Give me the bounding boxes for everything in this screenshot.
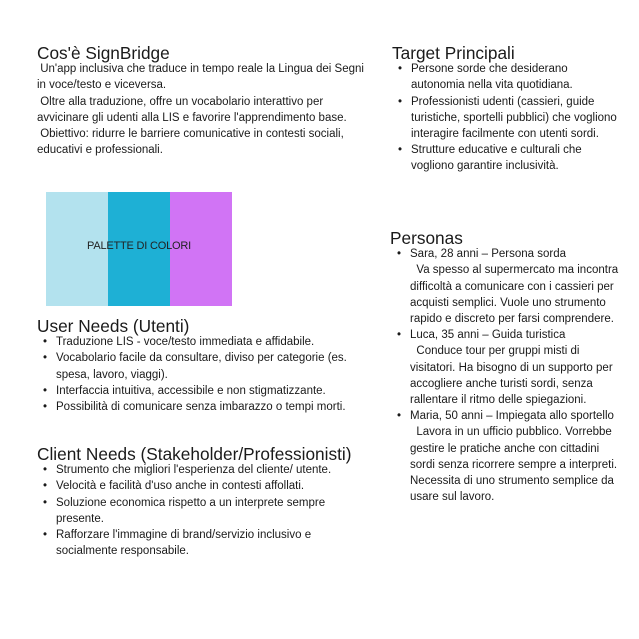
target-title: Target Principali: [392, 43, 515, 63]
color-palette: [46, 192, 232, 306]
persona-item: [396, 408, 621, 505]
bullet-icon: •: [42, 336, 48, 349]
list-item: [42, 478, 357, 494]
client-needs-title: Client Needs (Stakeholder/Professionisti): [37, 444, 352, 464]
list-item: [42, 495, 357, 527]
user-needs-section: [37, 318, 367, 415]
bullet-icon: •: [396, 248, 402, 261]
persona-item: [396, 327, 620, 408]
list-item-text: Possibilità di comunicare senza imbarazzo o tempi morti.: [56, 401, 346, 414]
bullet-icon: •: [42, 529, 48, 542]
intro-paragraph: Oltre alla traduzione, offre un vocabolario interattivo per avvicinare gli udenti alla LIS e favorire l'apprendimento base.: [37, 95, 347, 124]
bullet-icon: •: [42, 496, 48, 509]
target-list: [397, 61, 621, 174]
list-item-text: Velocità e facilità d'uso anche in contesti affollati.: [56, 480, 305, 493]
list-item-text: Professionisti udenti (cassieri, guide turistiche, sportelli pubblici) che vogliono interagire facilmente con utenti sordi.: [411, 95, 621, 141]
bullet-icon: •: [42, 480, 48, 493]
list-item: [42, 350, 367, 382]
personas-list: [396, 246, 622, 505]
list-item-text: Strutture educative e culturali che vogliono garantire inclusività.: [411, 144, 585, 173]
bullet-icon: •: [396, 329, 402, 342]
list-item-text: Traduzione LIS - voce/testo immediata e affidabile.: [56, 336, 315, 349]
list-item: [397, 94, 621, 143]
intro-section: [37, 45, 367, 158]
list-item: [42, 462, 357, 478]
palette-label: PALETTE DI COLORI: [87, 240, 191, 252]
list-item-text: Rafforzare l'immagine di brand/servizio inclusivo e socialmente responsabile.: [56, 529, 315, 558]
personas-title: Personas: [390, 228, 463, 248]
persona-description: Lavora in un ufficio pubblico. Vorrebbe gestire le pratiche anche con cittadini sordi senza ricorrere sempre a interpreti. Necessita di uno strumento semplice da usare sul lavoro.: [410, 426, 621, 504]
list-item-text: Soluzione economica rispetto a un interprete sempre presente.: [56, 496, 329, 525]
list-item: [42, 334, 367, 350]
client-needs-list: [42, 462, 357, 559]
bullet-icon: •: [397, 95, 403, 108]
list-item: [397, 142, 617, 174]
persona-description: Conduce tour per gruppi misti di visitatori. Ha bisogno di un supporto per accogliere anche turisti sordi, senza rallentare il ritmo delle spiegazioni.: [410, 345, 616, 407]
bullet-icon: •: [42, 352, 48, 365]
target-section: [392, 43, 621, 175]
bullet-icon: •: [397, 63, 403, 76]
list-item: [42, 383, 367, 399]
persona-description: Va spesso al supermercato ma incontra difficoltà a comunicare con i cassieri per acquisti semplici. Vuole uno strumento rapido e discreto per farsi comprendere.: [410, 264, 622, 326]
list-item-text: Persone sorde che desiderano autonomia nella vita quotidiana.: [411, 63, 573, 92]
persona-name: Sara, 28 anni – Persona sorda: [410, 248, 566, 261]
bullet-icon: •: [396, 410, 402, 423]
persona-name: Maria, 50 anni – Impiegata allo sportello: [410, 410, 614, 423]
user-needs-title: User Needs (Utenti): [37, 316, 190, 336]
personas-section: [390, 230, 620, 505]
bullet-icon: •: [397, 144, 403, 157]
bullet-icon: •: [42, 401, 48, 414]
list-item: [397, 61, 617, 93]
user-needs-list: [42, 334, 367, 415]
bullet-icon: •: [42, 384, 48, 397]
intro-paragraph: Obiettivo: ridurre le barriere comunicative in contesti sociali, educativi e professionali.: [37, 128, 348, 157]
list-item-text: Interfaccia intuitiva, accessibile e non stigmatizzante.: [56, 384, 326, 397]
intro-title: Cos'è SignBridge: [37, 43, 170, 63]
client-needs-section: [37, 446, 357, 559]
list-item-text: Strumento che migliori l'esperienza del cliente/ utente.: [56, 464, 332, 477]
list-item: [42, 399, 367, 415]
list-item: [42, 527, 357, 559]
persona-item: [396, 246, 622, 327]
list-item-text: Vocabolario facile da consultare, diviso per categorie (es. spesa, lavoro, viaggi).: [56, 352, 351, 381]
bullet-icon: •: [42, 464, 48, 477]
persona-name: Luca, 35 anni – Guida turistica: [410, 329, 566, 342]
intro-paragraph: Un'app inclusiva che traduce in tempo reale la Lingua dei Segni in voce/testo e viceversa.: [37, 63, 368, 92]
